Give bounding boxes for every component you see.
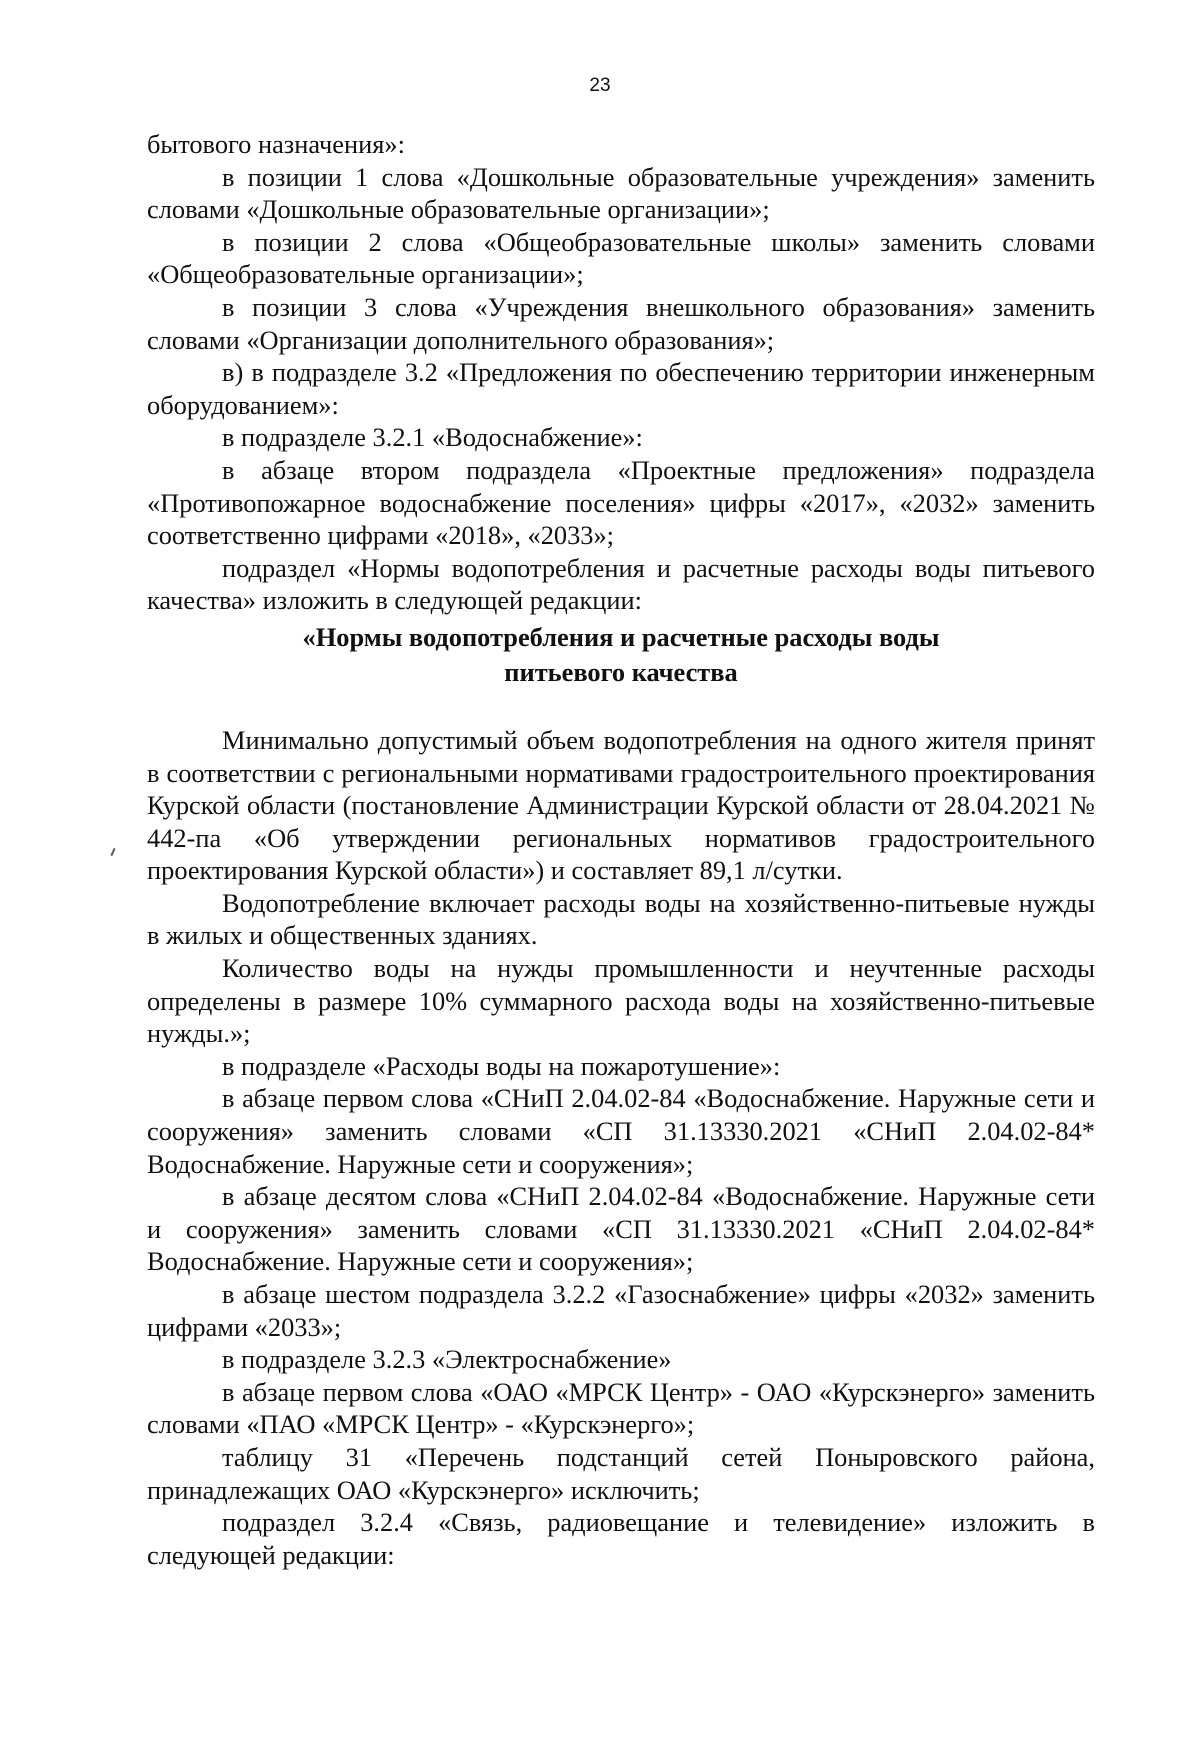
paragraph: в абзаце десятом слова «СНиП 2.04.02-84 «Водоснабжение. Наружные сети и сооружения» заменить словами «СП 31.13330.2021 «СНиП 2.04.02-84* Водоснабжение. Наружные сети и сооружения»; — [147, 1181, 1095, 1277]
paragraph: в позиции 1 слова «Дошкольные образовательные учреждения» заменить словами «Дошкольные образовательные организации»; — [147, 161, 1095, 225]
paragraph: Количество воды на нужды промышленности и неучтенные расходы определены в размере 10% суммарного расхода воды на хозяйственно-питьевые нужды.»; — [147, 953, 1095, 1049]
paragraph: подраздел «Нормы водопотребления и расчетные расходы воды питьевого качества» изложить в следующей редакции: — [147, 552, 1095, 616]
paragraph: в абзаце втором подраздела «Проектные предложения» подраздела «Противопожарное водоснабжение поселения» цифры «2017», «2032» заменить соответственно цифрами «2018», «2033»; — [147, 454, 1095, 551]
heading-line-2: питьевого качества — [504, 656, 738, 687]
heading-line-1: «Нормы водопотребления и расчетные расходы воды — [302, 621, 940, 652]
paragraph: в абзаце первом слова «ОАО «МРСК Центр» - ОАО «Курскэнерго» заменить словами «ПАО «МРСК Центр» - «Курскэнерго»; — [147, 1376, 1095, 1440]
paragraph: в подразделе 3.2.1 «Водоснабжение»: — [222, 422, 643, 453]
paragraph: в позиции 2 слова «Общеобразовательные школы» заменить словами «Общеобразовательные организации»; — [147, 226, 1095, 290]
paragraph: таблицу 31 «Перечень подстанций сетей Поныровского района, принадлежащих ОАО «Курскэнерго» исключить; — [147, 1441, 1095, 1505]
paragraph: бытового назначения»: — [147, 129, 405, 159]
spacer — [147, 690, 1095, 724]
paragraph: в подразделе «Расходы воды на пожаротушение»: — [222, 1050, 781, 1081]
paragraph: Водопотребление включает расходы воды на хозяйственно-питьевые нужды в жилых и общественных зданиях. — [147, 887, 1095, 951]
scan-mark — [110, 848, 115, 856]
paragraph: в) в подразделе 3.2 «Предложения по обеспечению территории инженерным оборудованием»: — [147, 357, 1095, 420]
paragraph: подраздел 3.2.4 «Связь, радиовещание и телевидение» изложить в следующей редакции: — [147, 1507, 1095, 1570]
section-heading — [147, 620, 1095, 690]
paragraph: в позиции 3 слова «Учреждения внешкольного образования» заменить словами «Организации дополнительного образования»; — [147, 291, 1095, 355]
paragraph: Минимально допустимый объем водопотребления на одного жителя принят в соответствии с региональными нормативами градостроительного проектирования Курской области (постановление Администрации Курской области от 28.04.2021 № 442-па «Об утверждении региональных нормативов градостроительного проектирования Курской области») и составляет 89,1 л/сутки. — [147, 724, 1095, 886]
paragraph: в абзаце шестом подраздела 3.2.2 «Газоснабжение» цифры «2032» заменить цифрами «2033»; — [147, 1279, 1095, 1342]
document-body — [147, 128, 1095, 1571]
page-number: 23 — [589, 75, 611, 96]
paragraph: в подразделе 3.2.3 «Электроснабжение» — [222, 1344, 672, 1375]
paragraph: в абзаце первом слова «СНиП 2.04.02-84 «Водоснабжение. Наружные сети и сооружения» заменить словами «СП 31.13330.2021 «СНиП 2.04.02-84* Водоснабжение. Наружные сети и сооружения»; — [147, 1083, 1095, 1179]
